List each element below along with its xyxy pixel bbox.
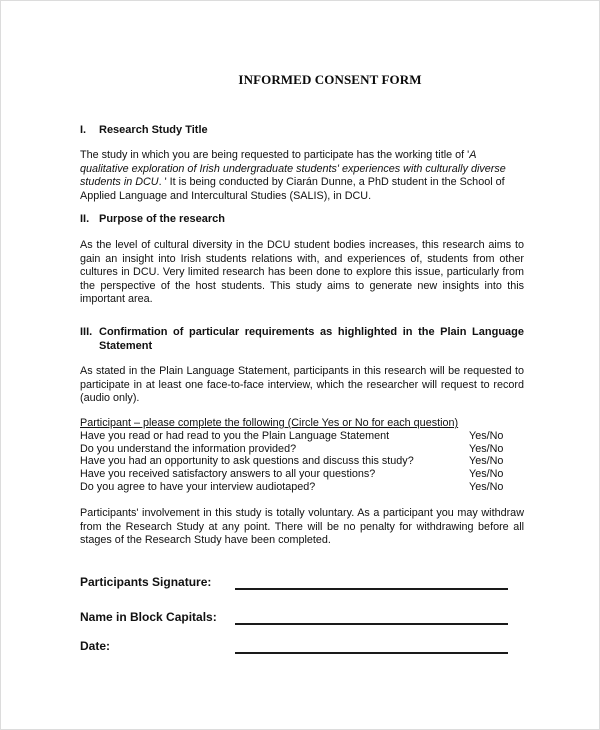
- question-row: [80, 430, 520, 443]
- section-heading-line: Confirmation of particular requirements as highlighted in the Plain Language: [99, 326, 524, 338]
- yes-no-answer[interactable]: Yes/No: [469, 468, 504, 481]
- question-text: Do you understand the information provided?: [80, 442, 297, 455]
- study-title-italic: A: [469, 149, 477, 161]
- date-line[interactable]: [235, 652, 508, 654]
- block-capitals-name-field: [80, 610, 510, 630]
- document-title-text: INFORMED CONSENT FORM: [238, 72, 422, 87]
- question-text: Do you agree to have your interview audiotaped?: [80, 480, 316, 493]
- signature-line[interactable]: [235, 588, 508, 590]
- body-text: Applied Language and Intercultural Studies (SALIS), in DCU.: [80, 189, 372, 202]
- section-heading-text: [80, 325, 524, 353]
- question-text: Have you had an opportunity to ask questions and discuss this study?: [80, 455, 414, 468]
- participant-questionnaire: [80, 417, 520, 494]
- voluntary-participation-paragraph: [80, 507, 524, 548]
- section-heading-text: Research Study Title: [99, 124, 208, 136]
- body-line: participate in at least one face-to-face interview, which the researcher will request to record: [80, 378, 524, 391]
- document-title: [1, 72, 541, 88]
- body-text: The study in which you are being requested to participate has the working title of ': [80, 149, 470, 161]
- date-label: Date:: [80, 639, 111, 653]
- yes-no-answer[interactable]: Yes/No: [469, 480, 504, 493]
- yes-no-answer[interactable]: Yes/No: [469, 455, 504, 468]
- date-field: [80, 639, 510, 659]
- body-line: As stated in the Plain Language Statement, participants in this research will be requested to: [80, 365, 524, 377]
- section-heading-text: Purpose of the research: [99, 213, 225, 225]
- section-heading-line: Statement: [99, 340, 153, 352]
- section-2-body: [80, 239, 524, 307]
- yes-no-answer[interactable]: Yes/No: [469, 442, 504, 455]
- question-row: [80, 443, 520, 456]
- section-number: II.: [80, 213, 90, 225]
- section-heading-purpose: [80, 212, 225, 226]
- question-row: [80, 481, 520, 494]
- question-row: [80, 468, 520, 481]
- yes-no-answer[interactable]: Yes/No: [469, 429, 504, 442]
- body-line: [80, 163, 524, 177]
- name-line[interactable]: [235, 623, 508, 625]
- section-heading-confirmation: [80, 325, 524, 353]
- body-line: (audio only).: [80, 392, 140, 404]
- questionnaire-header: Participant – please complete the following (Circle Yes or No for each question): [80, 417, 459, 429]
- body-line: cultures in DCU. Very limited research has been done to explore this issue, particularly from: [80, 266, 524, 278]
- body-line: [80, 176, 524, 190]
- body-line: [80, 149, 524, 163]
- question-row: [80, 455, 520, 468]
- body-line: stages of the Research Study have been completed.: [80, 534, 331, 546]
- body-line: [80, 190, 524, 204]
- section-1-body: [80, 149, 524, 203]
- name-label: Name in Block Capitals:: [80, 610, 217, 624]
- body-line: gain an insight into Irish students relations with, and experiences of, students from other: [80, 252, 524, 265]
- section-number: III.: [80, 326, 93, 338]
- section-3-body: [80, 365, 524, 406]
- study-title-italic: qualitative exploration of Irish undergraduate students' experiences with culturally diverse: [80, 162, 506, 175]
- section-heading-research-study-title: [80, 123, 208, 137]
- body-line: the perspective of the host students. This study aims to generate new insights into this: [80, 279, 524, 292]
- signature-field: [80, 575, 510, 595]
- body-line: important area.: [80, 293, 153, 305]
- signature-label: Participants Signature:: [80, 575, 212, 589]
- section-number: I.: [80, 124, 87, 136]
- body-line: As the level of cultural diversity in the DCU student bodies increases, this research aims to: [80, 239, 524, 251]
- body-line: Participants' involvement in this study is totally voluntary. As a participant you may withdraw: [80, 507, 524, 519]
- body-line: from the Research Study at any point. There will be no penalty for withdrawing before all: [80, 520, 524, 533]
- question-text: Have you read or had read to you the Plain Language Statement: [80, 429, 390, 442]
- question-text: Have you received satisfactory answers to all your questions?: [80, 468, 376, 481]
- study-title-italic: students in DCU: [80, 176, 159, 188]
- body-text: . ' It is being conducted by Ciarán Dunne, a PhD student in the School of: [158, 176, 505, 188]
